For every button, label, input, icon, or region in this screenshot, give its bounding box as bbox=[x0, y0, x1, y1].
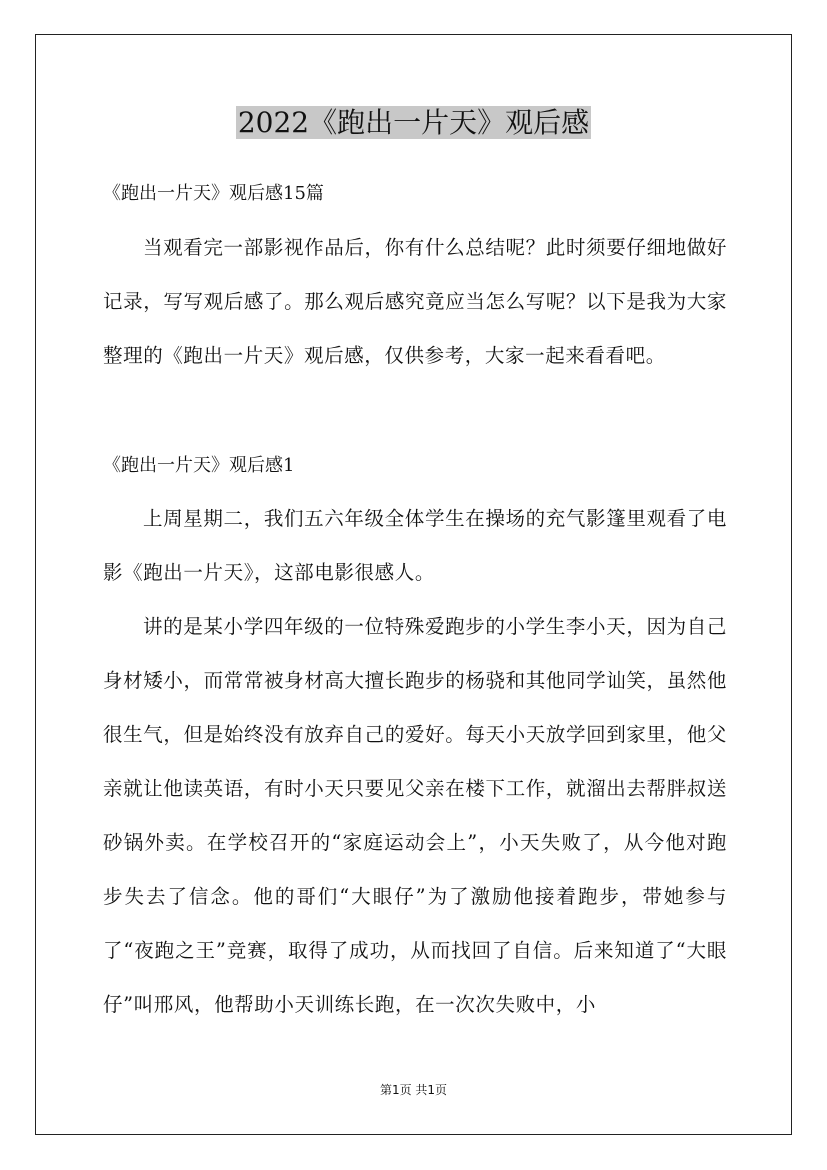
body-paragraph: 上周星期二，我们五六年级全体学生在操场的充气影篷里观看了电影《跑出一片天》，这部电影很感人。 bbox=[103, 507, 727, 584]
section-heading: 《跑出一片天》观后感1 bbox=[103, 455, 295, 476]
document-title bbox=[0, 103, 827, 143]
intro-paragraph: 当观看完一部影视作品后，你有什么总结呢？此时须要仔细地做好记录，写写观后感了。那么观后感究竟应当怎么写呢？以下是我为大家整理的《跑出一片天》观后感，仅供参考，大家一起来看看吧。 bbox=[103, 236, 727, 367]
page-footer: 第1页 共1页 bbox=[379, 1083, 448, 1097]
body-paragraph: 讲的是某小学四年级的一位特殊爱跑步的小学生李小天，因为自己身材矮小，而常常被身材高大擅长跑步的杨骁和其他同学讪笑，虽然他很生气，但是始终没有放弃自己的爱好。每天小天放学回到家里，他父亲就让他读英语，有时小天只要见父亲在楼下工作，就溜出去帮胖叔送砂锅外卖。在学校召开的“家庭运动会上”，小天失败了，从今他对跑步失去了信念。他的哥们“大眼仔”为了激励他接着跑步，带她参与了“夜跑之王”竞赛，取得了成功，从而找回了自信。后来知道了“大眼仔”叫邢风，他帮助小天训练长跑，在一次次失败中，小 bbox=[103, 615, 727, 1016]
document-subtitle: 《跑出一片天》观后感15篇 bbox=[103, 183, 324, 204]
document-title-text: 2022《跑出一片天》观后感 bbox=[237, 106, 590, 139]
